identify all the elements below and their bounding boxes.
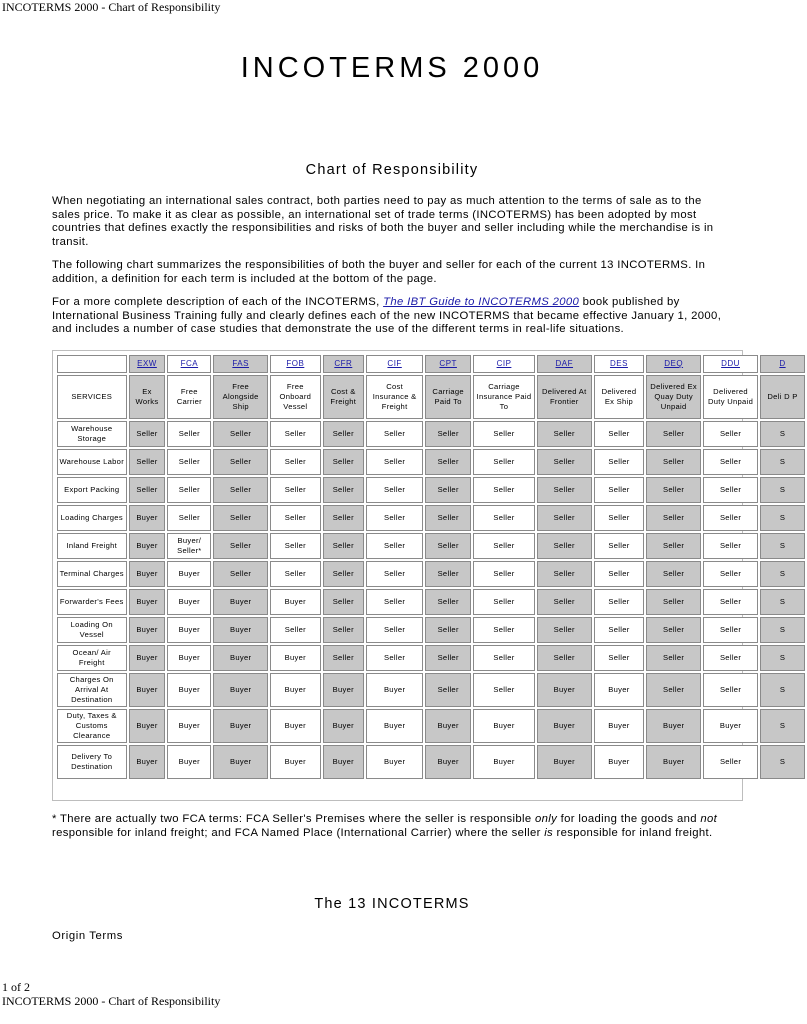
term-code-link[interactable]: CPT <box>439 359 457 368</box>
responsibility-cell: Buyer <box>366 709 423 743</box>
intro-paragraph-1: When negotiating an international sales contract, both parties need to pay as much attention to the terms of sale as to the sales price. To make it as clear as possible, an international set of trade terms (INCOTERMS) has been adopted by most countries that defines exactly the responsibilities and risks of both the buyer and seller including while the merchandise is in transit. <box>52 195 714 248</box>
responsibility-cell: Seller <box>594 589 644 615</box>
responsibility-cell: Seller <box>703 561 758 587</box>
table-row <box>57 645 805 671</box>
responsibility-cell: Seller <box>537 505 592 531</box>
responsibility-cell: Seller <box>703 745 758 779</box>
responsibility-cell: Seller <box>323 421 364 447</box>
table-row <box>57 673 805 707</box>
responsibility-cell: Buyer <box>366 673 423 707</box>
service-label: Charges On Arrival At Destination <box>57 673 127 707</box>
responsibility-cell: Seller <box>213 449 268 475</box>
responsibility-cell: Seller <box>323 449 364 475</box>
responsibility-cell: Seller <box>537 645 592 671</box>
responsibility-cell: Buyer <box>366 745 423 779</box>
responsibility-cell: S <box>760 673 805 707</box>
responsibility-cell: Seller <box>425 449 471 475</box>
term-name-cell: Carriage Paid To <box>425 375 471 419</box>
responsibility-cell: Buyer <box>270 745 320 779</box>
term-name-cell: Delivered Duty Unpaid <box>703 375 758 419</box>
responsibility-cell: Seller <box>646 645 701 671</box>
term-code-link[interactable]: DES <box>609 359 628 368</box>
responsibility-cell: Seller <box>213 561 268 587</box>
responsibility-cell: Buyer <box>425 745 471 779</box>
responsibility-cell: Buyer <box>129 645 166 671</box>
responsibility-cell: Seller <box>323 645 364 671</box>
responsibility-cell: Seller <box>366 449 423 475</box>
responsibility-cell: Buyer <box>167 645 211 671</box>
responsibility-cell: S <box>760 617 805 643</box>
term-code-link[interactable]: CFR <box>334 359 353 368</box>
responsibility-table <box>55 353 807 781</box>
responsibility-cell: Seller <box>473 645 535 671</box>
intro-paragraph-2: The following chart summarizes the responsibilities of both the buyer and seller for each of the current 13 INCOTERMS. In addition, a definition for each term is included at the bottom of the page. <box>52 259 706 285</box>
page-number: 1 of 2 <box>2 980 30 994</box>
responsibility-cell: Seller <box>473 589 535 615</box>
responsibility-cell: Seller <box>646 477 701 503</box>
responsibility-cell: Seller <box>473 561 535 587</box>
ibt-guide-link[interactable]: The IBT Guide to INCOTERMS 2000 <box>383 296 580 308</box>
responsibility-cell: Seller <box>425 533 471 559</box>
responsibility-cell: Buyer <box>537 673 592 707</box>
intro-p3-after: book published by International Business Training fully and clearly defines each of the new INCOTERMS that became effective January 1, 2000, and includes a number of case studies that demonstrate the use of the different terms in real-life situations. <box>52 296 722 335</box>
service-label: Ocean/ Air Freight <box>57 645 127 671</box>
responsibility-cell: Seller <box>537 617 592 643</box>
term-code-cell <box>594 355 644 373</box>
footnote-emphasis-not: not <box>700 813 718 825</box>
footnote-emphasis-is: is <box>544 826 554 839</box>
service-label: Inland Freight <box>57 533 127 559</box>
responsibility-cell: Seller <box>703 505 758 531</box>
responsibility-cell: Buyer <box>473 745 535 779</box>
term-code-link[interactable]: EXW <box>137 359 157 368</box>
responsibility-cell: Seller <box>425 561 471 587</box>
responsibility-cell: Seller <box>425 421 471 447</box>
responsibility-cell: Seller <box>703 589 758 615</box>
responsibility-cell: Seller <box>703 533 758 559</box>
service-label: Delivery To Destination <box>57 745 127 779</box>
term-name-cell: Cost Insurance & Freight <box>366 375 423 419</box>
responsibility-cell: Seller <box>323 477 364 503</box>
responsibility-cell: Seller <box>167 449 211 475</box>
responsibility-cell: Seller <box>473 477 535 503</box>
responsibility-cell: Buyer <box>167 589 211 615</box>
responsibility-cell: Buyer <box>213 709 268 743</box>
responsibility-cell: Seller <box>537 477 592 503</box>
footer-title: INCOTERMS 2000 - Chart of Responsibility <box>2 994 221 1008</box>
responsibility-cell: Seller <box>167 477 211 503</box>
responsibility-cell: Buyer <box>270 645 320 671</box>
responsibility-cell: Seller <box>425 589 471 615</box>
term-name-cell: Ex Works <box>129 375 166 419</box>
responsibility-cell: Seller <box>537 421 592 447</box>
responsibility-cell: Seller <box>646 617 701 643</box>
term-code-link[interactable]: DEQ <box>664 359 684 368</box>
term-name-cell: Free Carrier <box>167 375 211 419</box>
term-name-cell: Cost & Freight <box>323 375 364 419</box>
responsibility-cell: Buyer <box>129 533 166 559</box>
responsibility-cell: S <box>760 505 805 531</box>
responsibility-cell: Seller <box>594 449 644 475</box>
responsibility-cell: Seller <box>473 533 535 559</box>
service-label: Forwarder's Fees <box>57 589 127 615</box>
responsibility-cell: Seller <box>213 477 268 503</box>
responsibility-cell: Seller <box>703 421 758 447</box>
footnote-emphasis-only: only <box>535 813 558 825</box>
term-code-cell <box>129 355 166 373</box>
term-code-link[interactable]: FCA <box>180 359 199 368</box>
table-row <box>57 745 805 779</box>
services-header: SERVICES <box>57 375 127 419</box>
section-title-13-incoterms: The 13 INCOTERMS <box>314 896 470 912</box>
term-code-link[interactable]: FOB <box>286 359 305 368</box>
intro-text <box>52 195 728 347</box>
responsibility-cell: Seller <box>473 505 535 531</box>
responsibility-cell: Seller <box>537 589 592 615</box>
responsibility-cell: Seller <box>537 449 592 475</box>
responsibility-cell: Seller <box>594 421 644 447</box>
responsibility-cell: Seller <box>703 449 758 475</box>
footnote-text-3: responsible for inland freight; and FCA Named Place (International Carrier) where the seller <box>52 826 545 839</box>
responsibility-cell: Buyer <box>323 745 364 779</box>
footnote-text-2: for loading the goods and <box>557 813 701 825</box>
responsibility-cell: Seller <box>646 589 701 615</box>
responsibility-cell: Seller <box>366 421 423 447</box>
responsibility-cell: Buyer <box>594 709 644 743</box>
table-row <box>57 505 805 531</box>
print-footer <box>2 980 220 1008</box>
responsibility-cell: Buyer <box>129 561 166 587</box>
term-code-row <box>57 355 805 373</box>
responsibility-cell: Buyer <box>703 709 758 743</box>
responsibility-cell: Seller <box>703 477 758 503</box>
responsibility-cell: Seller <box>646 421 701 447</box>
responsibility-cell: Seller <box>323 505 364 531</box>
responsibility-cell: Seller <box>323 561 364 587</box>
table-row <box>57 561 805 587</box>
term-code-cell <box>323 355 364 373</box>
responsibility-cell: Seller <box>594 533 644 559</box>
responsibility-cell: Seller <box>594 561 644 587</box>
table-row <box>57 449 805 475</box>
term-code-cell <box>366 355 423 373</box>
table-row <box>57 533 805 559</box>
term-name-cell: Deli D P <box>760 375 805 419</box>
responsibility-cell: S <box>760 709 805 743</box>
responsibility-cell: Buyer <box>594 745 644 779</box>
responsibility-cell: Seller <box>646 533 701 559</box>
responsibility-cell: Buyer <box>537 709 592 743</box>
responsibility-cell: Buyer <box>129 505 166 531</box>
responsibility-cell: Buyer <box>646 745 701 779</box>
intro-paragraph-3 <box>52 296 728 337</box>
service-label: Warehouse Storage <box>57 421 127 447</box>
table-row <box>57 589 805 615</box>
term-code-cell <box>473 355 535 373</box>
responsibility-cell: Buyer <box>270 709 320 743</box>
term-code-link[interactable]: CIP <box>496 359 512 368</box>
responsibility-cell: Buyer <box>213 745 268 779</box>
responsibility-cell: Seller <box>646 561 701 587</box>
origin-terms-heading: Origin Terms <box>52 930 124 942</box>
responsibility-cell: Seller <box>594 645 644 671</box>
responsibility-cell: Seller <box>270 561 320 587</box>
responsibility-cell: Buyer/ Seller* <box>167 533 211 559</box>
term-name-cell: Free Onboard Vessel <box>270 375 320 419</box>
term-code-link[interactable]: CIF <box>387 359 402 368</box>
term-name-cell: Free Alongside Ship <box>213 375 268 419</box>
responsibility-cell: Seller <box>270 421 320 447</box>
page-subtitle: Chart of Responsibility <box>305 162 479 178</box>
responsibility-chart[interactable] <box>52 350 798 801</box>
responsibility-cell: Seller <box>537 561 592 587</box>
term-code-link[interactable]: D <box>779 359 786 368</box>
responsibility-cell: S <box>760 645 805 671</box>
print-header: INCOTERMS 2000 - Chart of Responsibility <box>2 0 221 14</box>
responsibility-cell: Seller <box>425 477 471 503</box>
footnote <box>52 813 742 840</box>
responsibility-cell: Seller <box>213 533 268 559</box>
term-code-cell <box>425 355 471 373</box>
responsibility-cell: S <box>760 561 805 587</box>
term-code-cell <box>760 355 805 373</box>
responsibility-cell: Seller <box>366 505 423 531</box>
intro-p3-before: For a more complete description of each of the INCOTERMS, <box>52 296 384 308</box>
term-code-link[interactable]: DDU <box>721 359 740 368</box>
footnote-star: * <box>52 813 57 825</box>
responsibility-cell: Buyer <box>323 709 364 743</box>
responsibility-cell: Buyer <box>213 617 268 643</box>
service-label: Loading On Vessel <box>57 617 127 643</box>
responsibility-cell: Seller <box>366 561 423 587</box>
responsibility-cell: Seller <box>473 449 535 475</box>
responsibility-cell: Seller <box>129 477 166 503</box>
responsibility-cell: Seller <box>646 673 701 707</box>
responsibility-cell: Seller <box>594 505 644 531</box>
responsibility-cell: Seller <box>703 673 758 707</box>
responsibility-cell: Buyer <box>167 561 211 587</box>
responsibility-cell: Buyer <box>129 589 166 615</box>
responsibility-cell: S <box>760 449 805 475</box>
responsibility-cell: Seller <box>646 449 701 475</box>
term-name-cell: Delivered At Frontier <box>537 375 592 419</box>
responsibility-cell: S <box>760 745 805 779</box>
responsibility-cell: Seller <box>129 421 166 447</box>
term-code-cell <box>213 355 268 373</box>
responsibility-cell: Seller <box>270 617 320 643</box>
responsibility-cell: Buyer <box>213 645 268 671</box>
term-code-cell <box>703 355 758 373</box>
page-title: INCOTERMS 2000 <box>240 52 544 84</box>
term-code-cell <box>167 355 211 373</box>
responsibility-cell: Buyer <box>167 673 211 707</box>
responsibility-cell: Seller <box>366 617 423 643</box>
service-label: Warehouse Labor <box>57 449 127 475</box>
responsibility-cell: Seller <box>366 533 423 559</box>
responsibility-cell: Buyer <box>473 709 535 743</box>
responsibility-cell: Buyer <box>129 617 166 643</box>
table-row <box>57 617 805 643</box>
responsibility-cell: Seller <box>366 589 423 615</box>
term-code-link[interactable]: FAS <box>232 359 249 368</box>
header-blank-cell <box>57 355 127 373</box>
term-code-cell <box>646 355 701 373</box>
responsibility-cell: Buyer <box>425 709 471 743</box>
footnote-text-4: responsible for inland freight. <box>553 826 713 839</box>
responsibility-cell: Seller <box>270 449 320 475</box>
responsibility-cell: Buyer <box>167 617 211 643</box>
responsibility-cell: Seller <box>703 645 758 671</box>
term-code-cell <box>270 355 320 373</box>
responsibility-cell: S <box>760 589 805 615</box>
term-name-cell: Delivered Ex Ship <box>594 375 644 419</box>
term-code-link[interactable]: DAF <box>555 359 574 368</box>
responsibility-cell: S <box>760 477 805 503</box>
responsibility-cell: Seller <box>646 505 701 531</box>
footnote-text-1: There are actually two FCA terms: FCA Seller's Premises where the seller is responsible <box>56 813 535 825</box>
responsibility-cell: Buyer <box>323 673 364 707</box>
responsibility-cell: Buyer <box>167 745 211 779</box>
responsibility-cell: Seller <box>213 421 268 447</box>
responsibility-cell: Seller <box>366 645 423 671</box>
responsibility-cell: Seller <box>594 477 644 503</box>
responsibility-cell: Seller <box>703 617 758 643</box>
responsibility-cell: Buyer <box>270 589 320 615</box>
service-label: Export Packing <box>57 477 127 503</box>
table-row <box>57 477 805 503</box>
responsibility-cell: Seller <box>270 533 320 559</box>
term-code-cell <box>537 355 592 373</box>
responsibility-cell: Seller <box>473 673 535 707</box>
responsibility-cell: Buyer <box>213 673 268 707</box>
responsibility-cell: Seller <box>537 533 592 559</box>
responsibility-cell: Seller <box>323 533 364 559</box>
service-label: Terminal Charges <box>57 561 127 587</box>
term-name-cell: Delivered Ex Quay Duty Unpaid <box>646 375 701 419</box>
term-name-row <box>57 375 805 419</box>
responsibility-cell: Seller <box>594 617 644 643</box>
responsibility-cell: Buyer <box>129 673 166 707</box>
responsibility-cell: Buyer <box>646 709 701 743</box>
responsibility-cell: Seller <box>167 505 211 531</box>
service-label: Loading Charges <box>57 505 127 531</box>
table-row <box>57 709 805 743</box>
responsibility-cell: Seller <box>425 505 471 531</box>
responsibility-cell: Seller <box>425 645 471 671</box>
table-row <box>57 421 805 447</box>
responsibility-cell: Buyer <box>129 745 166 779</box>
responsibility-cell: Buyer <box>594 673 644 707</box>
responsibility-cell: S <box>760 421 805 447</box>
responsibility-cell: Buyer <box>167 709 211 743</box>
responsibility-cell: Seller <box>213 505 268 531</box>
responsibility-cell: Buyer <box>129 709 166 743</box>
responsibility-cell: Seller <box>167 421 211 447</box>
responsibility-cell: Seller <box>323 617 364 643</box>
service-label: Duty, Taxes & Customs Clearance <box>57 709 127 743</box>
responsibility-cell: S <box>760 533 805 559</box>
responsibility-cell: Buyer <box>537 745 592 779</box>
responsibility-cell: Buyer <box>270 673 320 707</box>
responsibility-cell: Buyer <box>213 589 268 615</box>
responsibility-cell: Seller <box>425 617 471 643</box>
responsibility-cell: Seller <box>473 421 535 447</box>
responsibility-cell: Seller <box>366 477 423 503</box>
responsibility-cell: Seller <box>129 449 166 475</box>
responsibility-cell: Seller <box>270 477 320 503</box>
term-name-cell: Carriage Insurance Paid To <box>473 375 535 419</box>
responsibility-cell: Seller <box>323 589 364 615</box>
responsibility-cell: Seller <box>473 617 535 643</box>
responsibility-cell: Seller <box>270 505 320 531</box>
responsibility-cell: Seller <box>425 673 471 707</box>
